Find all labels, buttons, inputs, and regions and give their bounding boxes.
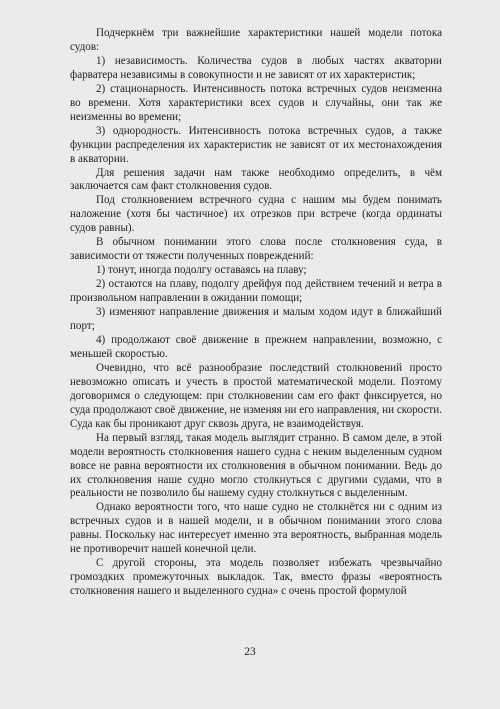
page-number: 23	[244, 646, 256, 658]
list-item: 1) независимость. Количества судов в любых частях акватории фарватера независимы в совокупности и не зависят от их характеристик;	[70, 54, 442, 81]
body-text	[70, 27, 442, 599]
list-item: 3) однородность. Интенсивность потока встречных судов, а также функции распределения их характеристик не зависят от их местонахождения в акватории.	[70, 124, 442, 165]
paragraph: Под столкновением встречного судна с нашим мы будем понимать наложение (хотя бы частичное) их отрезков при встрече (когда ординаты судов равны).	[70, 194, 442, 235]
paragraph: Для решения задачи нам также необходимо определить, в чём заключается сам факт столкновения судов.	[70, 166, 442, 193]
paragraph: Очевидно, что всё разнообразие последствий столкновений просто невозможно описать и учесть в простой математической модели. Поэтому договоримся о следующем: при столкновении сам его факт фиксируется, но суда продолжают своё движение, не изменяя ни его направления, ни скорости. Суда как бы проникают друг сквозь друга, не взаимодействуя.	[70, 361, 442, 430]
paragraph: Подчеркнём три важнейшие характеристики нашей модели потока судов:	[70, 27, 442, 53]
list-item: 1) тонут, иногда подолгу оставаясь на плаву;	[96, 264, 307, 277]
list-item: 2) остаются на плаву, подолгу дрейфуя под действием течений и ветра в произвольном направлении в ожидании помощи;	[70, 278, 442, 305]
paragraph: На первый взгляд, такая модель выглядит странно. В самом деле, в этой модели вероятность столкновения нашего судна с неким выделенным судном вовсе не равна вероятности их столкновения в обычном понимании. Ведь до их столкновения наше судно могло столкнуться с другими судами, что в реальности не позволило бы нашему судну столкнуться с выделенным.	[70, 431, 442, 500]
paragraph: В обычном понимании этого слова после столкновения суда, в зависимости от тяжести полученных повреждений:	[70, 236, 442, 263]
list-item: 2) стационарность. Интенсивность потока встречных судов неизменна во времени. Хотя характеристики всех судов и случайны, они так же неизменны во времени;	[70, 82, 442, 123]
paragraph: Однако вероятности того, что наше судно не столкнётся ни с одним из встречных судов и в нашей модели, и в обычном понимании этого слова равны. Поскольку нас интересует именно эта вероятность, выбранная модель не противоречит нашей конечной цели.	[70, 501, 442, 556]
list-item: 3) изменяют направление движения и малым ходом идут в ближайший порт;	[70, 306, 442, 333]
list-item: 4) продолжают своё движение в прежнем направлении, возможно, с меньшей скоростью.	[70, 333, 442, 360]
paragraph: С другой стороны, эта модель позволяет избежать чрезвычайно громоздких промежуточных выкладок. Так, вместо фразы «вероятность столкновения нашего и выделенного судна» с очень простой формулой	[70, 557, 442, 598]
